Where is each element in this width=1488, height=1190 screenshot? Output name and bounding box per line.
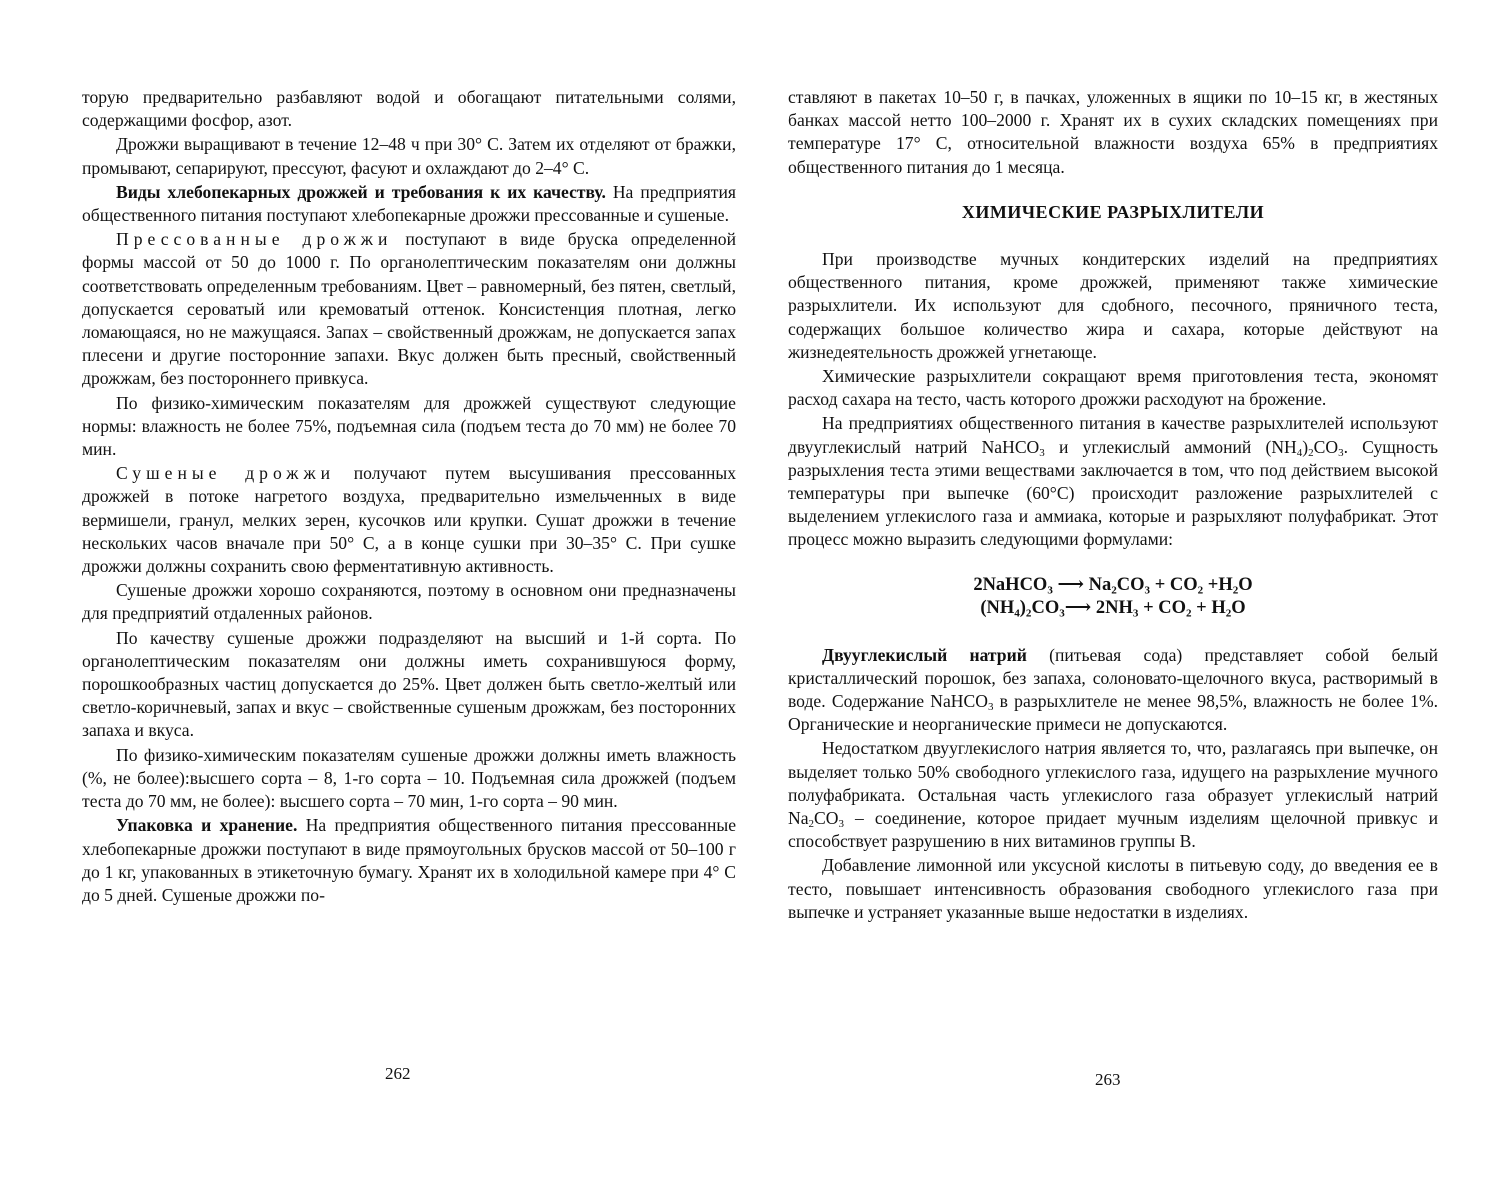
paragraph-text: получают путем высушивания прессованных дрожжей в потоке нагретого воздуха, предварительно измельченных в виде вермишели, гранул, мелких зерен, кусочков или крупки. Сушат дрожжи в течение нескольких часов вначале при 50° С, а в конце сушки при 30–35° С. При сушке дрожжи должны сохранить свою ферментативную активность. bbox=[82, 463, 737, 577]
paragraph: Химические разрыхлители сокращают время приготовления теста, экономят расход сахара на тесто, часть которого дрожжи расходуют на брожение. bbox=[788, 366, 1438, 410]
paragraph bbox=[82, 814, 736, 907]
bold-lead: Виды хлебопекарных дрожжей и требования к их качеству. bbox=[116, 181, 606, 202]
paragraph-text: . Сущность разрыхления теста этими веществами заключается в том, что под действием высокой температуры при выпечке (60°С) происходит разложение разрыхлителей с выделением углекислого газа и аммиака, которые и разрыхляют полуфабрикат. Этот процесс можно выразить следующими формулами: bbox=[788, 436, 1438, 550]
formula-line: (NH₄)₂CO₃⟶ 2NH₃ + CO₂ + H₂O bbox=[980, 597, 1246, 618]
paragraph: торую предварительно разбавляют водой и обогащают питательными солями, содержащими фосфор, азот. bbox=[82, 87, 736, 131]
subscript: 3 bbox=[838, 818, 844, 831]
chemical-formulas bbox=[788, 574, 1438, 620]
paragraph bbox=[788, 737, 1438, 853]
paragraph: По физико-химическим показателям сушеные дрожжи должны иметь влажность (%, не более):высшего сорта – 8, 1-го сорта – 10. Подъемная сила дрожжей (подъем теста до 70 мм, не более): высшего сорта – 70 мин, 1-го сорта – 90 мин. bbox=[82, 744, 736, 812]
spaced-term: Сушеные дрожжи bbox=[116, 463, 336, 484]
paragraph: Дрожжи выращивают в течение 12–48 ч при 30° С. Затем их отделяют от бражки, промывают, сепарируют, прессуют, фасуют и охлаждают до 2–4° С. bbox=[82, 134, 736, 178]
bold-lead: Двууглекислый натрий bbox=[822, 644, 1027, 665]
paragraph: При производстве мучных кондитерских изделий на предприятиях общественного питания, кроме дрожжей, применяют также химические разрыхлители. Их используют для сдобного, песочного, пряничного теста, содержащих большое количество жира и сахара, которые действуют на жизнедеятельность дрожжей угнетающе. bbox=[788, 249, 1438, 362]
subscript: 3 bbox=[1039, 446, 1045, 459]
paragraph: По качеству сушеные дрожжи подразделяют на высший и 1-й сорта. По органолептическим показателям они должны иметь сохранившуюся форму, порошкообразных частиц допускается до 25%. Цвет должен быть светло-желтый или светло-коричневый, запах и вкус – свойственные сушеным дрожжам, без посторонних запаха и вкуса. bbox=[82, 627, 736, 741]
paragraph-text: поступают в виде бруска определенной формы массой от 50 до 1000 г. По органолептическим показателям они должны соответствовать определенным требованиям. Цвет – равномерный, без пятен, светлый, допускается сероватый или кремоватый оттенок. Консистенция плотная, легко ломающаяся, но не мажущаяся. Запах – свойственный дрожжам, не допускается запах плесени и другие посторонние запахи. Вкус должен быть пресный, свойственный дрожжам, без постороннего привкуса. bbox=[82, 229, 736, 389]
formula-line: 2NaHCO₃ ⟶ Na₂CO₃ + CO₂ +H₂O bbox=[973, 574, 1253, 595]
subscript: 2 bbox=[808, 818, 815, 831]
page-number-left: 262 bbox=[385, 1064, 411, 1083]
paragraph-text: в разрыхлителе не менее 98,5%, влажность не более 1%. Органические и неорганические примеси не допускаются. bbox=[788, 691, 1439, 735]
paragraph: Добавление лимонной или уксусной кислоты в питьевую соду, до введения ее в тесто, повышает интенсивность образования свободного углекислого газа при выпечке и устраняет указанные выше недостатки в изделиях. bbox=[788, 855, 1438, 922]
paragraph-text: Недостатком двууглекислого натрия является то, что, разлагаясь при выпечке, он выделяет только 50% свободного углекислого газа, идущего на разрыхление мучного полуфабриката. Остальная часть углекислого газа образует углекислый натрий Na bbox=[788, 738, 1438, 829]
paragraph bbox=[82, 228, 736, 390]
spaced-term: Прессованные дрожжи bbox=[116, 229, 393, 250]
paragraph bbox=[788, 644, 1438, 737]
page-number-right: 263 bbox=[1095, 1070, 1121, 1089]
paragraph-text: CO bbox=[1313, 436, 1339, 457]
paragraph-text: и углекислый аммоний (NH bbox=[1044, 436, 1297, 457]
paragraph bbox=[82, 181, 736, 227]
section-heading: ХИМИЧЕСКИЕ РАЗРЫХЛИТЕЛИ bbox=[961, 201, 1265, 222]
subscript: 3 bbox=[1338, 446, 1344, 459]
paragraph-text: CO bbox=[814, 808, 839, 829]
right-page bbox=[788, 86, 1438, 925]
subscript: 3 bbox=[987, 701, 994, 714]
paragraph-text: На предприятиях общественного питания в качестве разрыхлителей используют двууглекислый натрий NaHCO bbox=[788, 413, 1438, 457]
paragraph-text: На предприятия общественного питания прессованные хлебопекарные дрожжи поступают в виде прямоугольных брусков массой от 50–100 г до 1 кг, упакованных в этикеточную бумагу. Хранят их в холодильной камере при 4° С до 5 дней. Сушеные дрожжи по- bbox=[82, 815, 737, 905]
left-page bbox=[82, 86, 736, 908]
subscript: 2 bbox=[1308, 446, 1314, 459]
paragraph: Сушеные дрожжи хорошо сохраняются, поэтому в основном они предназначены для предприятий отдаленных районов. bbox=[82, 580, 736, 624]
subscript: 4 bbox=[1296, 446, 1303, 459]
paragraph-text: На предприятия общественного питания поступают хлебопекарные дрожжи прессованные и сушеные. bbox=[82, 181, 736, 226]
paragraph-text: – соединение, которое придает мучным изделиям щелочной привкус и способствует разрушению в них витаминов группы В. bbox=[788, 808, 1438, 852]
paragraph bbox=[788, 412, 1438, 551]
paragraph: ставляют в пакетах 10–50 г, в пачках, уложенных в ящики по 10–15 кг, в жестяных банках массой нетто 100–2000 г. Хранят их в сухих складских помещениях при температуре 17° С, относительной влажности воздуха 65% в предприятиях общественного питания до 1 месяца. bbox=[788, 87, 1438, 177]
paragraph bbox=[82, 462, 736, 578]
paragraph: По физико-химическим показателям для дрожжей существуют следующие нормы: влажность не более 75%, подъемная сила (подъем теста до 70 мм) не более 70 мин. bbox=[82, 392, 736, 460]
bold-lead: Упаковка и хранение. bbox=[116, 815, 298, 836]
paragraph-text: ) bbox=[1302, 436, 1309, 457]
paragraph-text: (питьевая сода) представляет собой белый кристаллический порошок, без запаха, солоновато-щелочного вкуса, растворимый в воде. Содержание NaHCO bbox=[788, 644, 1438, 712]
